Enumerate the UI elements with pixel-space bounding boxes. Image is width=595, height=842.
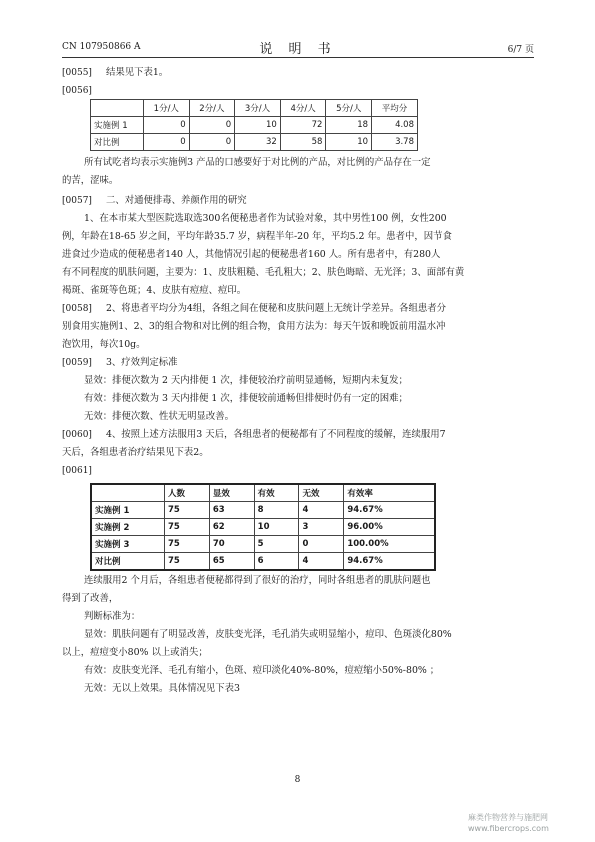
paragraph-tag: [0061] [62, 466, 92, 476]
table-cell: 4分/人 [280, 100, 326, 117]
text-line: 的苦，涩味。 [62, 175, 119, 186]
watermark [468, 812, 549, 834]
paragraph-0060 [62, 426, 534, 462]
table-cell: 2分/人 [189, 100, 235, 117]
text-line: 进食过少造成的便秘患者140 人，其他情况引起的便秘患者160 人。所有患者中，有280人 [62, 249, 441, 260]
table-cell: 94.67% [344, 502, 435, 519]
table-cell: 平均分 [372, 100, 418, 117]
table-cell: 有效率 [344, 484, 435, 502]
table-cell: 实施例 3 [91, 536, 165, 553]
text-line: 2、将患者平均分为4组，各组之间在便秘和皮肤问题上无统计学差异。各组患者分 [105, 303, 446, 314]
text-line: 得到了改善， [62, 593, 119, 604]
table-cell: 94.67% [344, 553, 435, 571]
table-row [91, 536, 435, 553]
paragraph-tag: [0060] [62, 430, 92, 440]
paragraph-0055 [62, 64, 534, 82]
table-cell: 3分/人 [235, 100, 281, 117]
criteria-line: 有效：排便次数为 3 天内排便 1 次，排便较前通畅但排便时仍有一定的困难； [84, 393, 408, 404]
paragraph-0057 [62, 192, 534, 300]
paragraph-0056 [62, 82, 534, 100]
table-cell: 10 [235, 117, 281, 134]
table-cell: 0 [144, 134, 190, 151]
table-row [91, 553, 435, 571]
table-1-comment [62, 154, 534, 190]
table-cell: 实施例 1 [91, 502, 165, 519]
table-cell: 对比例 [91, 553, 165, 571]
paragraph-0058 [62, 300, 534, 354]
table-cell: 无效 [299, 484, 344, 502]
table-cell: 5 [254, 536, 299, 553]
text-line: 以上，痘痘变小80% 以上或消失； [62, 647, 208, 658]
table-header-row [91, 100, 418, 117]
table-cell: 0 [189, 117, 235, 134]
text-line: 判断标准为： [84, 611, 141, 622]
criteria-line: 显效：排便次数为 2 天内排便 1 次，排便较治疗前明显通畅，短期内未复发； [84, 375, 408, 386]
table-cell: 5分/人 [326, 100, 372, 117]
text-line: 泡饮用，每次10g。 [62, 339, 146, 350]
table-cell: 18 [326, 117, 372, 134]
text-line: 例，年龄在18-65 岁之间，平均年龄35.7 岁，病程半年-20 年，平均5.2 年。患者中，因节食 [62, 231, 452, 242]
header-rule [62, 57, 534, 58]
table-cell: 4 [299, 502, 344, 519]
text-line: 4、按照上述方法服用3 天后，各组患者的便秘都有了不同程度的缓解，连续服用7 [105, 429, 446, 440]
table-row [91, 502, 435, 519]
criteria-line: 无效：无以上效果。具体情况见下表3 [84, 683, 240, 694]
table-row [91, 117, 418, 134]
text-line: 有不同程度的肌肤问题，主要为：1、皮肤粗糙、毛孔粗大；2、肤色晦暗、无光泽；3、面部有黄 [62, 267, 465, 278]
table-cell: 显效 [209, 484, 254, 502]
text-line: 连续服用2 个月后，各组患者便秘都得到了很好的治疗，同时各组患者的肌肤问题也 [84, 575, 431, 586]
table-cell: 实施例 1 [91, 117, 144, 134]
table-cell: 人数 [165, 484, 210, 502]
table-cell [91, 100, 144, 117]
section-heading: 二、对通便排毒、养颜作用的研究 [105, 195, 247, 206]
paragraph-tag: [0055] [62, 68, 92, 78]
watermark-line: 麻类作物营养与施肥网 [468, 813, 548, 822]
table-cell: 3 [299, 519, 344, 536]
paragraph-text: 结果见下表1。 [105, 67, 169, 78]
table-cell: 有效 [254, 484, 299, 502]
document-title: 说 明 书 [259, 42, 337, 57]
criteria-line: 无效：排便次数、性状无明显改善。 [84, 411, 235, 422]
page-number: 8 [294, 775, 301, 785]
paragraph-tag: [0058] [62, 304, 92, 314]
table-cell: 10 [254, 519, 299, 536]
results-discussion [62, 572, 534, 698]
table-row [91, 519, 435, 536]
table-cell: 75 [165, 536, 210, 553]
page-indicator: 6/7 页 [507, 45, 534, 55]
table-cell [91, 484, 165, 502]
paragraph-0061 [62, 462, 534, 480]
table-cell: 1分/人 [144, 100, 190, 117]
table-row [91, 134, 418, 151]
table-cell: 8 [254, 502, 299, 519]
table-cell: 63 [209, 502, 254, 519]
table-cell: 65 [209, 553, 254, 571]
table-cell: 96.00% [344, 519, 435, 536]
table-cell: 10 [326, 134, 372, 151]
table-cell: 75 [165, 502, 210, 519]
table-cell: 70 [209, 536, 254, 553]
paragraph-tag: [0059] [62, 358, 92, 368]
table-header-row [91, 484, 435, 502]
table-cell: 72 [280, 117, 326, 134]
criteria-line: 有效：皮肤变光泽、毛孔有缩小，色斑、痘印淡化40%-80%，痘痘缩小50%-80% ； [84, 665, 440, 676]
text-line: 所有试吃者均表示实施例3 产品的口感要好于对比例的产品，对比例的产品存在一定 [84, 157, 431, 168]
criteria-line: 显效：肌肤问题有了明显改善，皮肤变光泽，毛孔消失或明显缩小，痘印、色斑淡化80% [84, 629, 452, 640]
table-cell: 0 [189, 134, 235, 151]
table-cell: 0 [144, 117, 190, 134]
table-cell: 100.00% [344, 536, 435, 553]
table-cell: 75 [165, 519, 210, 536]
table-cell: 58 [280, 134, 326, 151]
text-line: 1、在本市某大型医院选取选300名便秘患者作为试验对象，其中男性100 例，女性200 [84, 213, 447, 224]
text-line: 天后，各组患者治疗结果见下表2。 [62, 447, 209, 458]
table-cell: 实施例 2 [91, 519, 165, 536]
table-cell: 75 [165, 553, 210, 571]
table-cell: 0 [299, 536, 344, 553]
table-cell: 4.08 [372, 117, 418, 134]
table-2 [90, 483, 436, 571]
text-line: 别食用实施例1、2、3的组合物和对比例的组合物，食用方法为：每天午饭和晚饭前用温水冲 [62, 321, 446, 332]
publication-number: CN 107950866 A [62, 42, 141, 52]
table-cell: 62 [209, 519, 254, 536]
table-cell: 6 [254, 553, 299, 571]
table-cell: 4 [299, 553, 344, 571]
table-cell: 3.78 [372, 134, 418, 151]
table-cell: 对比例 [91, 134, 144, 151]
paragraph-tag: [0057] [62, 196, 92, 206]
section-heading: 3、疗效判定标准 [105, 357, 178, 368]
paragraph-tag: [0056] [62, 86, 92, 96]
page-header [62, 38, 534, 56]
table-cell: 32 [235, 134, 281, 151]
watermark-line: www.fibercrops.com [468, 824, 549, 833]
table-1 [90, 99, 418, 151]
text-line: 褐斑、雀斑等色斑；4、皮肤有痘痘、痘印。 [62, 285, 247, 296]
paragraph-0059 [62, 354, 534, 426]
